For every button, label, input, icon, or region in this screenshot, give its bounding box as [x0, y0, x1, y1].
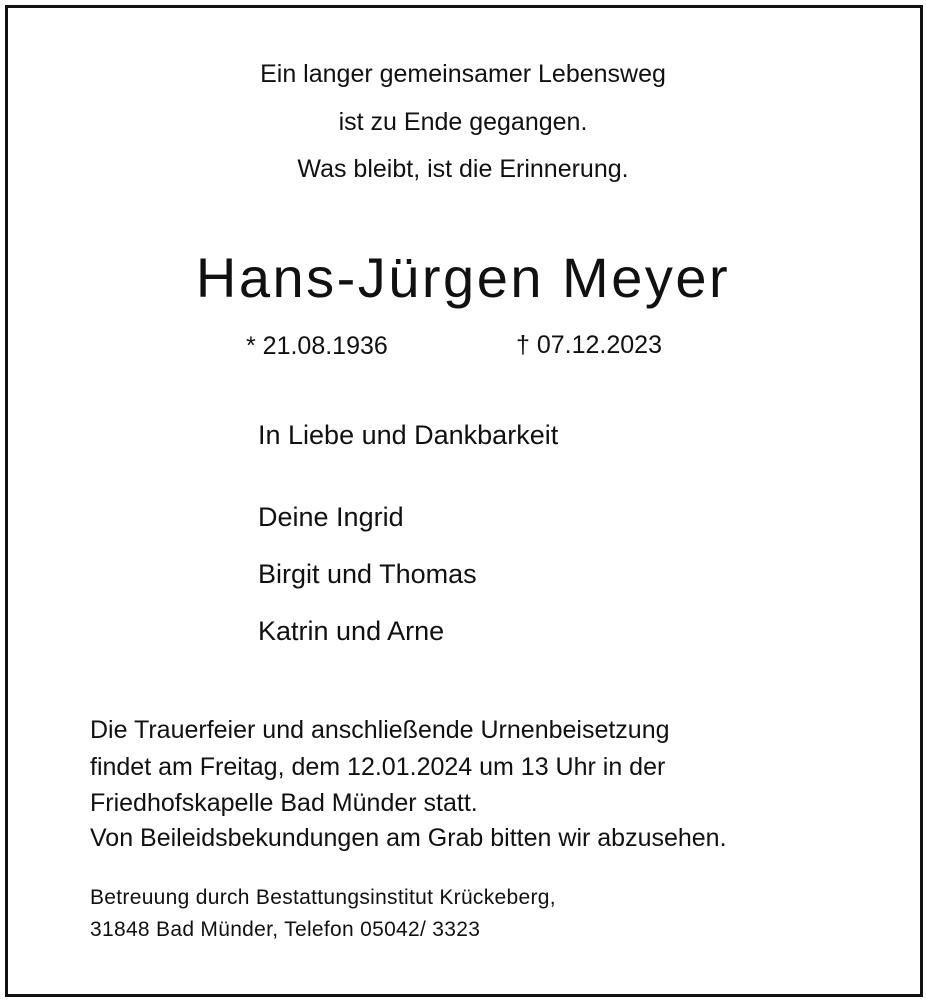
funeral-home-line: Betreuung durch Bestattungsinstitut Krückeberg, [90, 886, 556, 909]
dedication: In Liebe und Dankbarkeit [258, 420, 559, 450]
funeral-home-contact: 31848 Bad Münder, Telefon 05042/ 3323 [90, 918, 481, 941]
service-notice-line: Friedhofskapelle Bad Münder statt. [90, 789, 478, 817]
mourner-name: Deine Ingrid [258, 502, 404, 532]
service-notice-line: Von Beileidsbekundungen am Grab bitten wir abzusehen. [90, 824, 727, 852]
mourner-name: Birgit und Thomas [258, 559, 477, 589]
service-notice-line: findet am Freitag, dem 12.01.2024 um 13 Uhr in der [90, 753, 666, 781]
deceased-name: Hans-Jürgen Meyer [195, 246, 731, 309]
mourner-name: Katrin und Arne [258, 616, 445, 646]
verse-line-3: Was bleibt, ist die Erinnerung. [297, 155, 629, 183]
service-notice-line: Die Trauerfeier und anschließende Urnenbeisetzung [90, 716, 670, 744]
verse-line-1: Ein langer gemeinsamer Lebensweg [260, 60, 666, 88]
birth-date: * 21.08.1936 [246, 332, 388, 360]
death-date: † 07.12.2023 [516, 331, 662, 359]
verse-line-2: ist zu Ende gegangen. [338, 108, 588, 136]
